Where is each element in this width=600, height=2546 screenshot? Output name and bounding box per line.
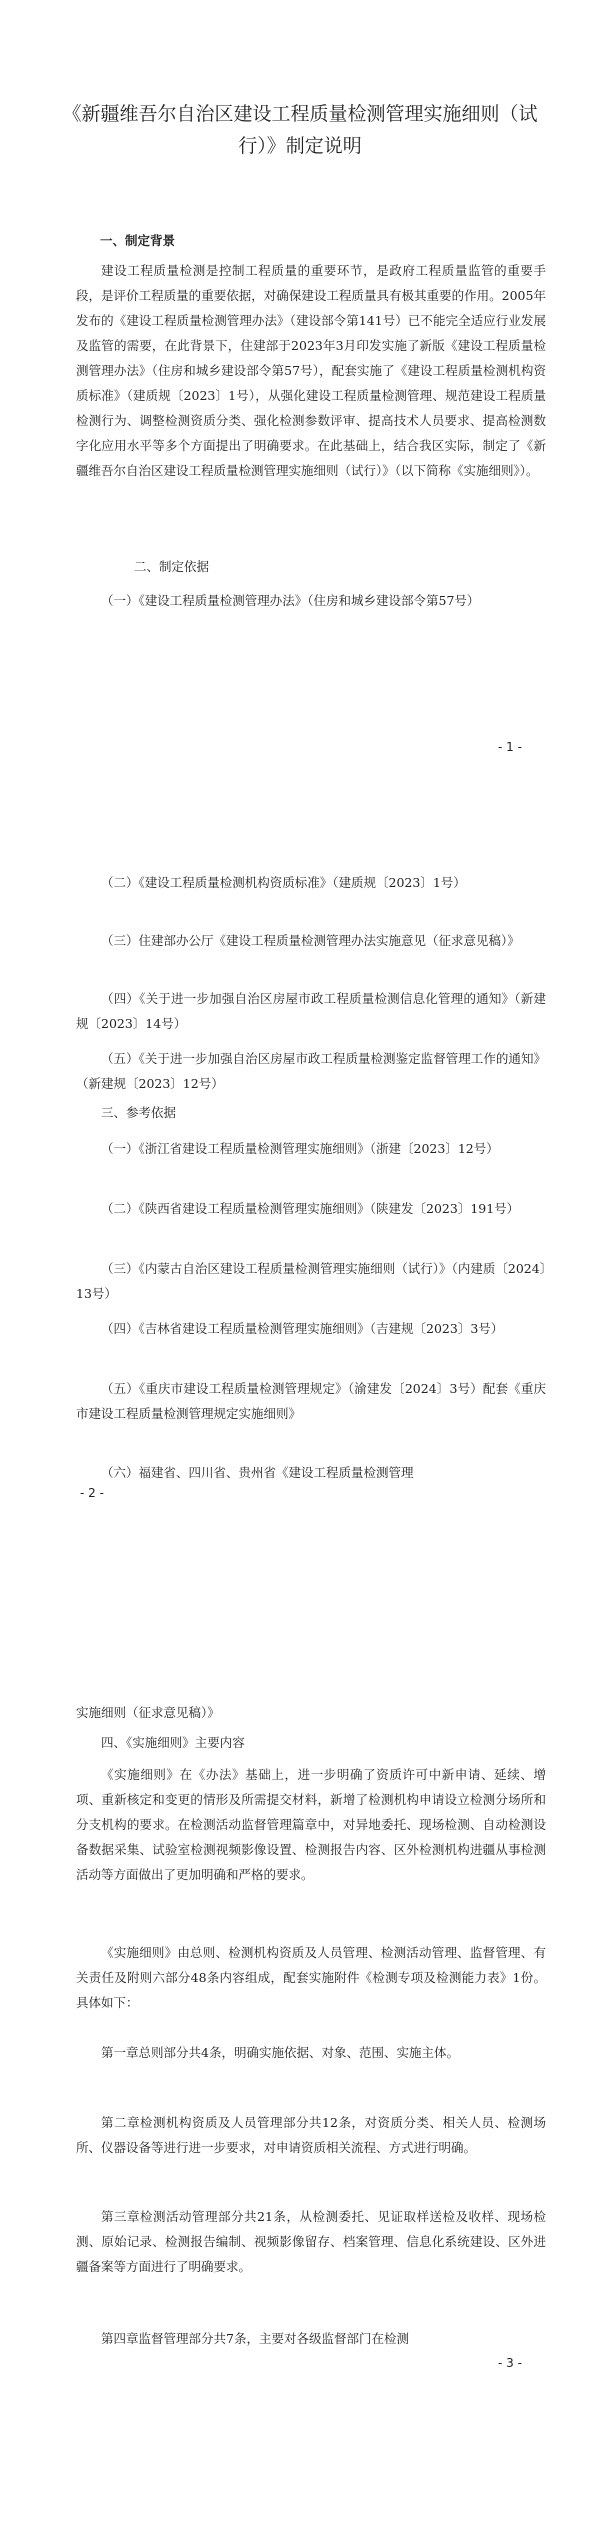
section-1-body: 建设工程质量检测是控制工程质量的重要环节，是政府工程质量监管的重要手段，是评价工程质量的重要依据，对确保建设工程质量具有极其重要的作用。2005年发布的《建设工程质量检测管理办法》（建设部令第141号）已不能完全适应行业发展及监管的需要，在此背景下，住建部于2023年3月印发实施了新版《建设工程质量检测管理办法》（住房和城乡建设部令第57号），配套实施了《建设工程质量检测机构资质标准》（建质规〔2023〕1号），从强化建设工程质量检测管理、规范建设工程质量检测行为、调整检测资质分类、强化检测参数评审、提高技术人员要求、提高检测数字化应用水平等多个方面提出了明确要求。在此基础上，结合我区实际，制定了《新疆维吾尔自治区建设工程质量检测管理实施细则（试行）》（以下简称《实施细则》）。 <box>76 263 546 478</box>
section-2-item-1: （一）《建设工程质量检测管理办法》（住房和城乡建设部令第57号） <box>101 593 480 608</box>
section-2-heading: 二、制定依据 <box>134 559 210 574</box>
section-4-paragraph-1: 《实施细则》在《办法》基础上，进一步明确了资质许可中新申请、延续、增项、重新核定和变更的情形及所需提交材料，新增了检测机构申请设立检测分场所和分支机构的要求。在检测活动监督管理篇章中，对异地委托、现场检测、自动检测设备数据采集、试验室检测视频影像设置、检测报告内容、区外检测机构进疆从事检测活动等方面做出了更加明确和严格的要求。 <box>76 1767 546 1882</box>
section-3-item-1: （一）《浙江省建设工程质量检测管理实施细则》（浙建〔2023〕12号） <box>101 1141 499 1156</box>
document-page-3 <box>0 1700 600 2546</box>
section-3-item-5: （五）《重庆市建设工程质量检测管理规定》（渝建发〔2024〕3号）配套《重庆市建设工程质量检测管理规定实施细则》 <box>76 1381 546 1421</box>
section-3-item-4: （四）《吉林省建设工程质量检测管理实施细则》（吉建规〔2023〕3号） <box>101 1321 504 1336</box>
section-4-paragraph-5: 第三章检测活动管理部分共21条，从检测委托、见证取样送检及收样、现场检测、原始记录、检测报告编制、视频影像留存、档案管理、信息化系统建设、区外进疆备案等方面进行了明确要求。 <box>76 2209 546 2274</box>
document-page-2 <box>0 860 600 1660</box>
section-2-item-3: （三）住建部办公厅《建设工程质量检测管理办法实施意见（征求意见稿）》 <box>101 933 520 948</box>
section-3-item-3: （三）《内蒙古自治区建设工程质量检测管理实施细则（试行）》（内建质〔2024〕13号） <box>76 1261 546 1301</box>
document-title: 《新疆维吾尔自治区建设工程质量检测管理实施细则（试行）》制定说明 <box>62 103 538 157</box>
section-4-heading: 四、《实施细则》主要内容 <box>101 1735 245 1750</box>
section-4-paragraph-6: 第四章监督管理部分共7条，主要对各级监督部门在检测 <box>101 2331 409 2346</box>
section-3-heading: 三、参考依据 <box>101 1105 177 1120</box>
section-2-item-4: （四）《关于进一步加强自治区房屋市政工程质量检测信息化管理的通知》（新建规〔2023〕14号） <box>76 991 546 1031</box>
section-3-item-2: （二）《陕西省建设工程质量检测管理实施细则》（陕建发〔2023〕191号） <box>101 1201 520 1216</box>
page-number-3: - 3 - <box>498 2356 522 2370</box>
section-4-paragraph-4: 第二章检测机构资质及人员管理部分共12条，对资质分类、相关人员、检测场所、仪器设备等进行进一步要求，对申请资质相关流程、方式进行明确。 <box>76 2115 546 2155</box>
section-3-item-6-continued: 实施细则（征求意见稿）》 <box>76 1705 220 1720</box>
page-number-1: - 1 - <box>498 740 522 754</box>
section-1-heading: 一、制定背景 <box>100 233 176 248</box>
section-3-item-6: （六）福建省、四川省、贵州省《建设工程质量检测管理 <box>101 1465 414 1480</box>
section-4-paragraph-3: 第一章总则部分共4条，明确实施依据、对象、范围、实施主体。 <box>101 2045 459 2060</box>
section-2-item-2: （二）《建设工程质量检测机构资质标准》（建质规〔2023〕1号） <box>101 875 466 890</box>
page-number-2: - 2 - <box>80 1486 104 1500</box>
section-4-paragraph-2: 《实施细则》由总则、检测机构资质及人员管理、检测活动管理、监督管理、有关责任及附则六部分48条内容组成，配套实施附件《检测专项及检测能力表》1份。具体如下： <box>76 1945 546 2010</box>
document-page-1 <box>0 0 600 780</box>
section-2-item-5: （五）《关于进一步加强自治区房屋市政工程质量检测鉴定监督管理工作的通知》（新建规〔2023〕12号） <box>76 1051 546 1091</box>
